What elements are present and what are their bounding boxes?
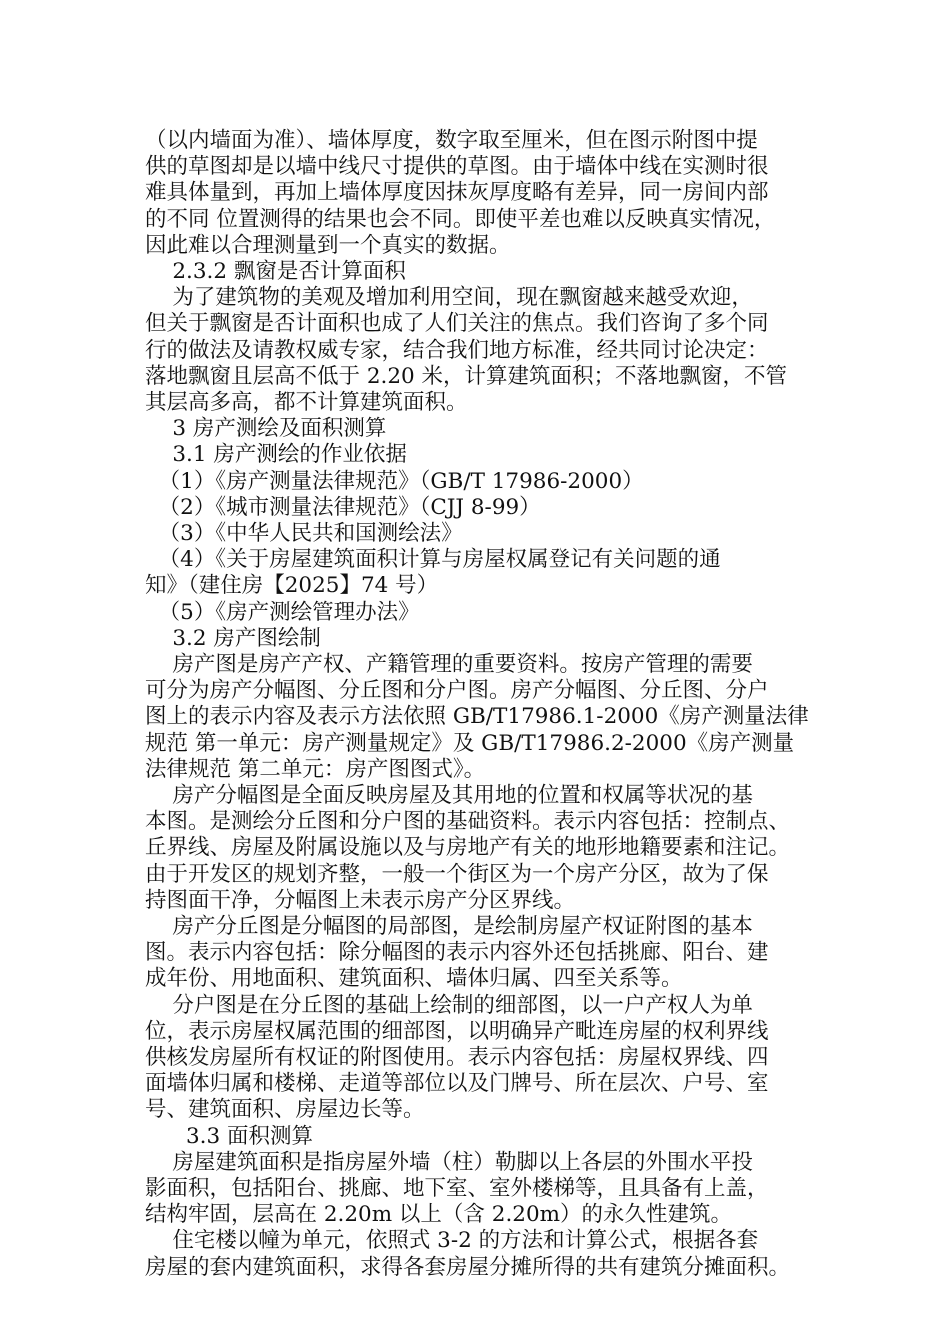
text-line: 房产图是房产产权、产籍管理的重要资料。按房产管理的需要 (145, 652, 753, 677)
text-line: 3 房产测绘及面积测算 (145, 416, 387, 442)
text-line: 丘界线、房屋及附属设施以及与房地产有关的地形地籍要素和注记。 (145, 835, 791, 861)
text-line: 本图。是测绘分丘图和分户图的基础资料。表示内容包括：控制点、 (145, 809, 791, 835)
text-line: 规范 第一单元：房产测量规定》及 GB/T17986.2-2000《房产测量 (145, 730, 795, 756)
text-line: 影面积，包括阳台、挑廊、地下室、室外楼梯等，且具备有上盖， (145, 1176, 769, 1201)
text-line: 房屋的套内建筑面积，求得各套房屋分摊所得的共有建筑分摊面积。 (145, 1254, 791, 1280)
text-line: （5）《房产测绘管理办法》 (145, 599, 420, 625)
text-line: 的不同 位置测得的结果也会不同。即使平差也难以反映真实情况， (145, 206, 776, 232)
text-line: 行的做法及请教权威专家，结合我们地方标准，经共同讨论决定： (145, 337, 769, 363)
text-line: 3.1 房产测绘的作业依据 (145, 442, 407, 468)
text-line: 供核发房屋所有权证的附图使用。表示内容包括：房屋权界线、四 (145, 1045, 769, 1070)
text-line: 图上的表示内容及表示方法依照 GB/T17986.1-2000《房产测量法律 (145, 704, 809, 730)
text-line: 分户图是在分丘图的基础上绘制的细部图，以一户产权人为单 (145, 992, 753, 1018)
text-line: 3.3 面积测算 (145, 1123, 314, 1149)
text-line: 可分为房产分幅图、分丘图和分户图。房产分幅图、分丘图、分户 (145, 678, 769, 704)
text-line: 供的草图却是以墙中线尺寸提供的草图。由于墙体中线在实测时很 (145, 154, 769, 180)
text-line: 住宅楼以幢为单元，依照式 3-2 的方法和计算公式，根据各套 (145, 1228, 759, 1254)
text-line: 2.3.2 飘窗是否计算面积 (145, 259, 406, 284)
text-line: 知》（建住房【2025】74 号） (145, 573, 439, 599)
text-line: 落地飘窗且层高不低于 2.20 米，计算建筑面积；不落地飘窗，不管 (145, 363, 788, 389)
text-line: （2）《城市测量法律规范》（CJJ 8-99） (145, 494, 541, 520)
text-line: （3）《中华人民共和国测绘法》 (145, 521, 463, 546)
text-line: 3.2 房产图绘制 (145, 625, 321, 651)
text-line: 持图面干净，分幅图上未表示房产分区界线。 (145, 887, 576, 913)
text-line: （以内墙面为准）、墙体厚度，数字取至厘米，但在图示附图中提 (145, 128, 758, 153)
text-line: 结构牢固，层高在 2.20m 以上（含 2.20m）的永久性建筑。 (145, 1202, 733, 1228)
text-line: 由于开发区的规划齐整，一般一个街区为一个房产分区，故为了保 (145, 861, 769, 887)
text-line: 号、建筑面积、房屋边长等。 (145, 1097, 425, 1123)
text-line: 图。表示内容包括：除分幅图的表示内容外还包括挑廊、阳台、建 (145, 940, 769, 966)
text-line: 但关于飘窗是否计面积也成了人们关注的焦点。我们咨询了多个同 (145, 311, 769, 337)
text-line: （1）《房产测量法律规范》（GB/T 17986-2000） (145, 468, 644, 494)
text-line: 其层高多高，都不计算建筑面积。 (145, 390, 468, 415)
text-line: 因此难以合理测量到一个真实的数据。 (145, 232, 511, 258)
text-line: 成年份、用地面积、建筑面积、墙体归属、四至关系等。 (145, 966, 683, 992)
text-line: 法律规范 第二单元：房产图图式》。 (145, 756, 486, 782)
text-line: 为了建筑物的美观及增加利用空间，现在飘窗越来越受欢迎， (145, 285, 753, 311)
text-line: 房产分丘图是分幅图的局部图，是绘制房屋产权证附图的基本 (145, 914, 753, 939)
text-line: 位，表示房屋权属范围的细部图，以明确异产毗连房屋的权利界线 (145, 1018, 769, 1044)
text-line: 房产分幅图是全面反映房屋及其用地的位置和权属等状况的基 (145, 783, 753, 808)
text-line: 难具体量到，再加上墙体厚度因抹灰厚度略有差异，同一房间内部 (145, 180, 769, 206)
text-line: （4）《关于房屋建筑面积计算与房屋权属登记有关问题的通 (145, 547, 721, 573)
text-line: 房屋建筑面积是指房屋外墙（柱）勒脚以上各层的外围水平投 (145, 1149, 753, 1175)
text-line: 面墙体归属和楼梯、走道等部位以及门牌号、所在层次、户号、室 (145, 1071, 769, 1097)
